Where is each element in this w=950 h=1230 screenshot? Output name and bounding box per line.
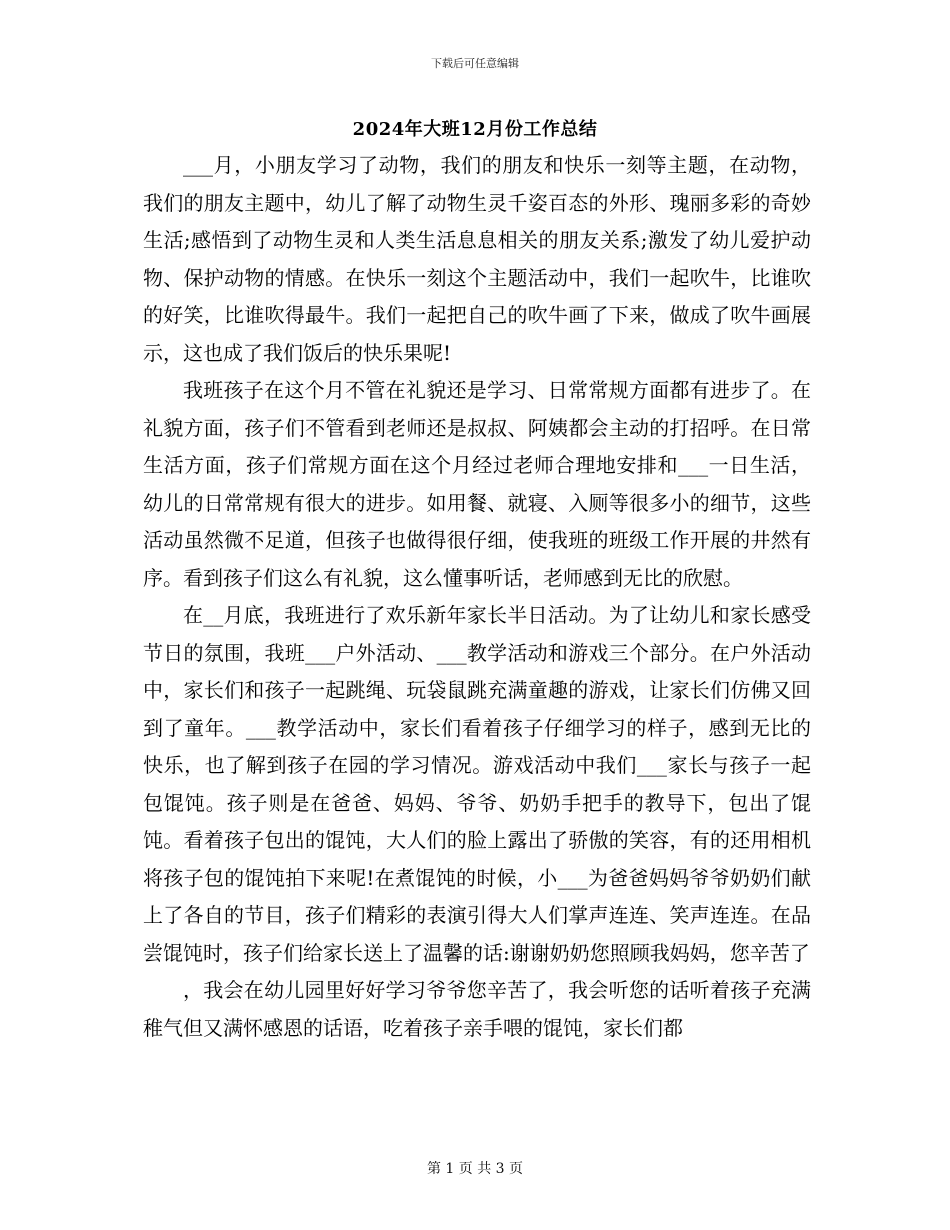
paragraph-3: 在__月底，我班进行了欢乐新年家长半日活动。为了让幼儿和家长感受节日的氛围，我班___户外活动、___教学活动和游戏三个部分。在户外活动中，家长们和孩子一起跳绳、玩袋鼠跳充满童趣的游戏，让家长们仿佛又回到了童年。___教学活动中，家长们看着孩子仔细学习的样子，感到无比的快乐，也了解到孩子在园的学习情况。游戏活动中我们___家长与孩子一起包馄饨。孩子则是在爸爸、妈妈、爷爷、奶奶手把手的教导下，包出了馄饨。看着孩子包出的馄饨，大人们的脸上露出了骄傲的笑容，有的还用相机将孩子包的馄饨拍下来呢!在煮馄饨的时候，小___为爸爸妈妈爷爷奶奶们献上了各自的节目，孩子们精彩的表演引得大人们掌声连连、笑声连连。在品尝馄饨时，孩子们给家长送上了温馨的话:谢谢奶奶您照顾我妈妈，您辛苦了 <box>143 603 811 965</box>
page-number: 第 1 页 共 3 页 <box>426 1161 524 1177</box>
paragraph-4: ，我会在幼儿园里好好学习爷爷您辛苦了，我会听您的话听着孩子充满稚气但又满怀感恩的话语，吃着孩子亲手喂的馄饨，家长们都 <box>143 978 811 1040</box>
header-note: 下载后可任意编辑 <box>431 57 519 70</box>
paragraph-2: 我班孩子在这个月不管在礼貌还是学习、日常常规方面都有进步了。在礼貌方面，孩子们不管看到老师还是叔叔、阿姨都会主动的打招呼。在日常生活方面，孩子们常规方面在这个月经过老师合理地安排和___一日生活，幼儿的日常常规有很大的进步。如用餐、就寝、入厕等很多小的细节，这些活动虽然微不足道，但孩子也做得很仔细，使我班的班级工作开展的井然有序。看到孩子们这么有礼貌，这么懂事听话，老师感到无比的欣慰。 <box>143 378 811 590</box>
paragraph-1: ___月，小朋友学习了动物，我们的朋友和快乐一刻等主题，在动物，我们的朋友主题中，幼儿了解了动物生灵千姿百态的外形、瑰丽多彩的奇妙生活;感悟到了动物生灵和人类生活息息相关的朋友关系;激发了幼儿爱护动物、保护动物的情感。在快乐一刻这个主题活动中，我们一起吹牛，比谁吹的好笑，比谁吹得最牛。我们一起把自己的吹牛画了下来，做成了吹牛画展示，这也成了我们饭后的快乐果呢! <box>143 153 811 365</box>
document-body <box>143 147 811 1047</box>
document-title: 2024年大班12月份工作总结 <box>352 119 598 140</box>
